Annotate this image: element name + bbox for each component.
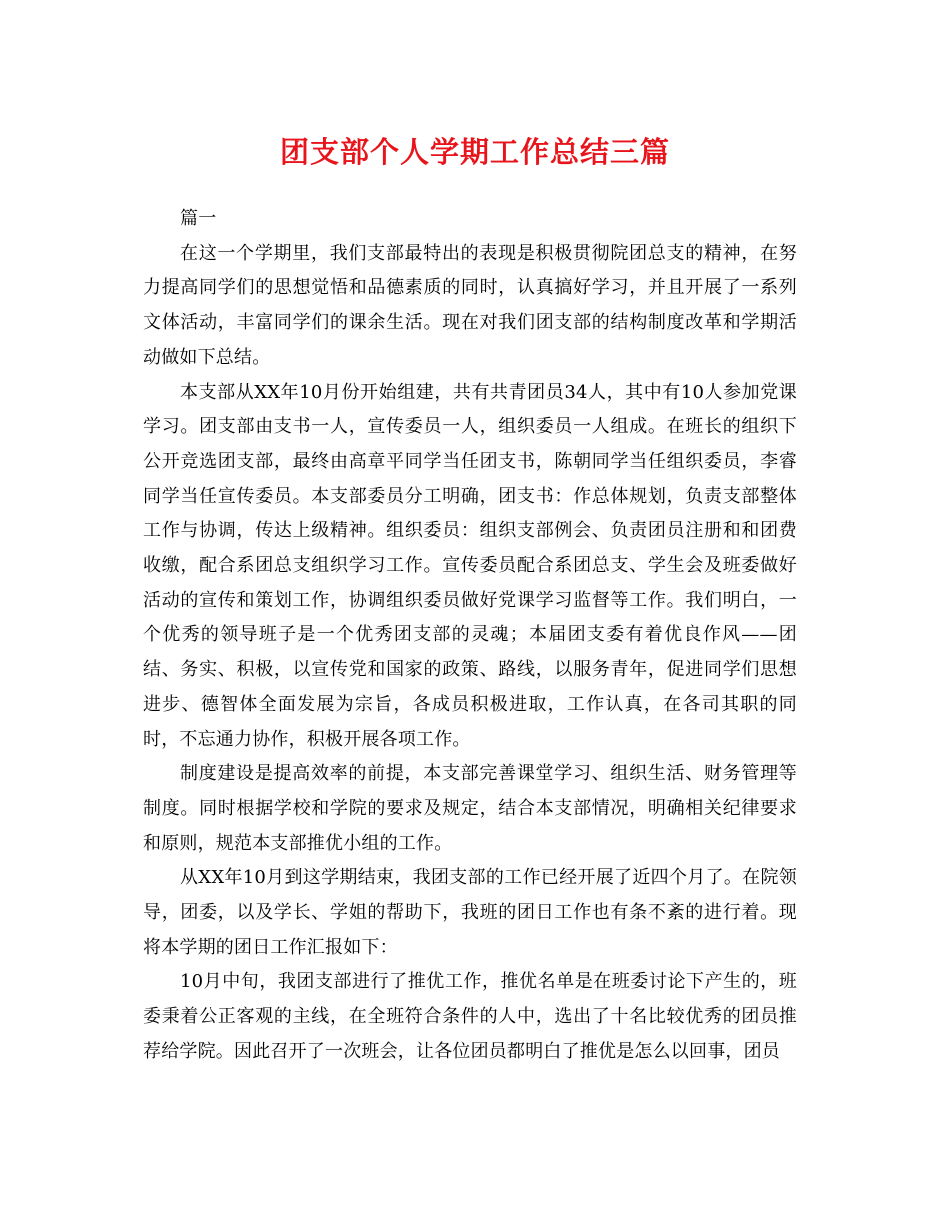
document-body xyxy=(143,202,797,1070)
paragraph-work-report: 从XX年10月到这学期结束，我团支部的工作已经开展了近四个月了。在院领导，团委，以及学长、学姐的帮助下，我班的团日工作也有条不紊的进行着。现将本学期的团日工作汇报如下： xyxy=(143,867,797,958)
document-title: 团支部个人学期工作总结三篇 xyxy=(279,135,670,169)
section-heading: 篇一 xyxy=(180,208,217,229)
paragraph-system-building: 制度建设是提高效率的前提，本支部完善课堂学习、组织生活、财务管理等制度。同时根据学校和学院的要求及规定，结合本支部情况，明确相关纪律要求和原则，规范本支部推优小组的工作。 xyxy=(143,763,797,854)
paragraph-recommendation: 10月中旬，我团支部进行了推优工作，推优名单是在班委讨论下产生的，班委秉着公正客观的主线，在全班符合条件的人中，选出了十名比较优秀的团员推荐给学院。因此召开了一次班会，让各位团员都明白了推优是怎么以回事，团员 xyxy=(143,971,797,1062)
paragraph-organization: 本支部从XX年10月份开始组建，共有共青团员34人，其中有10人参加党课学习。团支部由支书一人，宣传委员一人，组织委员一人组成。在班长的组织下公开竞选团支部，最终由高章平同学当任团支书，陈朝同学当任组织委员，李睿同学当任宣传委员。本支部委员分工明确，团支书：作总体规划，负责支部整体工作与协调，传达上级精神。组织委员：组织支部例会、负责团员注册和和团费收缴，配合系团总支组织学习工作。宣传委员配合系团总支、学生会及班委做好活动的宣传和策划工作，协调组织委员做好党课学习监督等工作。我们明白，一个优秀的领导班子是一个优秀团支部的灵魂；本届团支委有着优良作风——团结、务实、积极，以宣传党和国家的政策、路线，以服务青年，促进同学们思想进步、德智体全面发展为宗旨，各成员积极进取，工作认真，在各司其职的同时，不忘通力协作，积极开展各项工作。 xyxy=(143,381,797,750)
paragraph-intro: 在这一个学期里，我们支部最特出的表现是积极贯彻院团总支的精神，在努力提高同学们的思想觉悟和品德素质的同时，认真搞好学习，并且开展了一系列文体活动，丰富同学们的课余生活。现在对我们团支部的结构制度改革和学期活动做如下总结。 xyxy=(143,242,797,368)
